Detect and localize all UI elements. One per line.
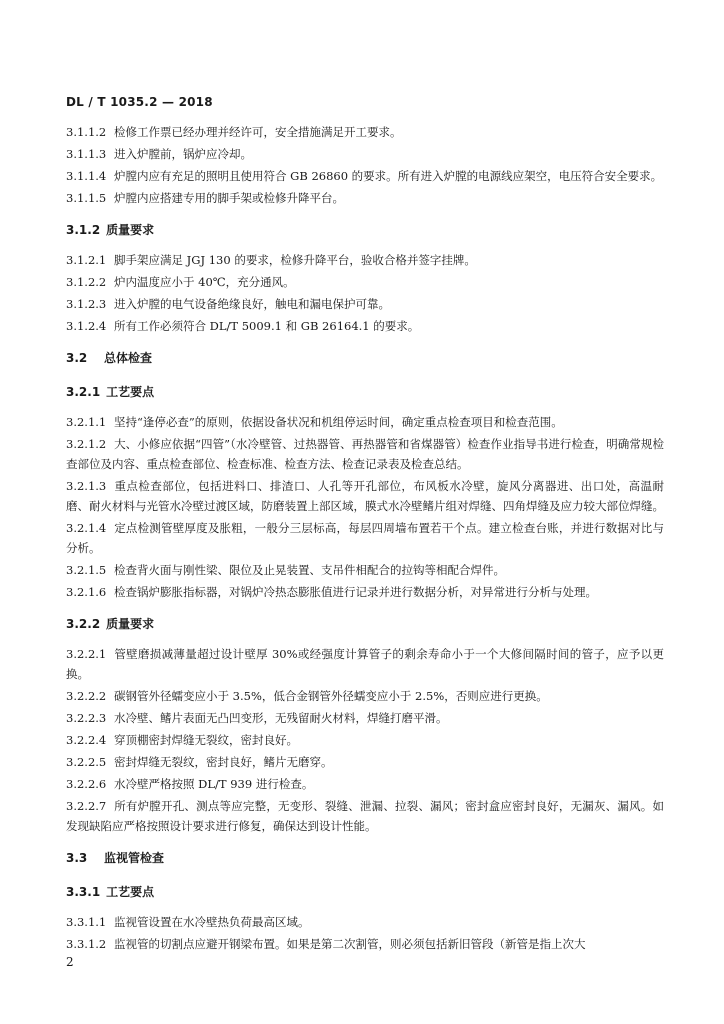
section-heading-3-3-1: 3.3.1 工艺要点 bbox=[66, 885, 155, 899]
paragraph-3-1-2-4: 3.1.2.4 所有工作必须符合 DL/T 5009.1 和 GB 26164.1 的要求。 bbox=[66, 319, 420, 333]
paragraph-3-2-2-5: 3.2.2.5 密封焊缝无裂纹，密封良好，鳍片无磨穿。 bbox=[66, 755, 333, 769]
paragraph-3-2-1-3: 3.2.1.3 重点检查部位，包括进料口、排渣口、人孔等开孔部位，布风板水冷壁，旋风分离器进、出口处，高温耐磨、耐火材料与光管水冷壁过渡区域，防磨装置上部区域，膜式水冷壁鳍片组对焊缝、四角焊缝及应力较大部位焊缝。 bbox=[66, 479, 664, 513]
section-heading-3-1-2: 3.1.2 质量要求 bbox=[66, 223, 155, 237]
paragraph-3-1-1-2: 3.1.1.2 检修工作票已经办理并经许可，安全措施满足开工要求。 bbox=[66, 125, 402, 139]
paragraph-3-2-2-2: 3.2.2.2 碳钢管外径蠕变应小于 3.5%，低合金钢管外径蠕变应小于 2.5%，否则应进行更换。 bbox=[66, 689, 548, 703]
paragraph-3-2-2-1: 3.2.2.1 管壁磨损减薄量超过设计壁厚 30%或经强度计算管子的剩余寿命小于一个大修间隔时间的管子，应予以更换。 bbox=[66, 647, 664, 681]
paragraph-3-2-1-1: 3.2.1.1 坚持“逢停必查”的原则，依据设备状况和机组停运时间，确定重点检查项目和检查范围。 bbox=[66, 415, 563, 429]
paragraph-3-1-1-3: 3.1.1.3 进入炉膛前，锅炉应冷却。 bbox=[66, 147, 252, 161]
paragraph-3-2-1-2: 3.2.1.2 大、小修应依据“四管”（水冷壁管、过热器管、再热器管和省煤器管）检查作业指导书进行检查，明确常规检查部位及内容、重点检查部位、检查标准、检查方法、检查记录表及检查总结。 bbox=[66, 437, 664, 471]
document-header: DL / T 1035.2 — 2018 bbox=[66, 95, 213, 109]
paragraph-3-2-1-6: 3.2.1.6 检查锅炉膨胀指标器，对锅炉冷热态膨胀值进行记录并进行数据分析，对异常进行分析与处理。 bbox=[66, 585, 597, 599]
paragraph-3-1-1-5: 3.1.1.5 炉膛内应搭建专用的脚手架或检修升降平台。 bbox=[66, 191, 344, 205]
paragraph-3-1-2-2: 3.1.2.2 炉内温度应小于 40℃，充分通风。 bbox=[66, 275, 295, 289]
paragraph-3-2-1-5: 3.2.1.5 检查背火面与刚性梁、限位及止晃装置、支吊件相配合的拉钩等相配合焊件。 bbox=[66, 563, 505, 577]
section-heading-3-2-1: 3.2.1 工艺要点 bbox=[66, 385, 155, 399]
paragraph-3-2-2-7: 3.2.2.7 所有炉膛开孔、测点等应完整，无变形、裂缝、泄漏、拉裂、漏风；密封盒应密封良好，无漏灰、漏风。如发现缺陷应严格按照设计要求进行修复，确保达到设计性能。 bbox=[66, 799, 664, 833]
paragraph-3-3-1-1: 3.3.1.1 监视管设置在水冷壁热负荷最高区域。 bbox=[66, 915, 310, 929]
section-heading-3-2-2: 3.2.2 质量要求 bbox=[66, 617, 155, 631]
section-heading-3-2: 3.2 总体检查 bbox=[66, 351, 153, 365]
paragraph-3-2-1-4: 3.2.1.4 定点检测管壁厚度及胀粗，一般分三层标高，每层四周墙布置若干个点。建立检查台账，并进行数据对比与分析。 bbox=[66, 521, 664, 555]
paragraph-3-1-2-1: 3.1.2.1 脚手架应满足 JGJ 130 的要求，检修升降平台，验收合格并签字挂牌。 bbox=[66, 253, 476, 267]
paragraph-3-3-1-2: 3.3.1.2 监视管的切割点应避开钢梁布置。如果是第二次割管，则必须包括新旧管段（新管是指上次大 bbox=[66, 937, 586, 951]
page-number: 2 bbox=[66, 955, 74, 969]
section-heading-3-3: 3.3 监视管检查 bbox=[66, 851, 165, 865]
paragraph-3-1-2-3: 3.1.2.3 进入炉膛的电气设备绝缘良好，触电和漏电保护可靠。 bbox=[66, 297, 390, 311]
paragraph-3-1-1-4: 3.1.1.4 炉膛内应有充足的照明且使用符合 GB 26860 的要求。所有进入炉膛的电源线应架空，电压符合安全要求。 bbox=[66, 169, 663, 183]
paragraph-3-2-2-4: 3.2.2.4 穿顶棚密封焊缝无裂纹，密封良好。 bbox=[66, 733, 298, 747]
paragraph-3-2-2-6: 3.2.2.6 水冷壁严格按照 DL/T 939 进行检查。 bbox=[66, 777, 314, 791]
paragraph-3-2-2-3: 3.2.2.3 水冷壁、鳍片表面无凸凹变形，无残留耐火材料，焊缝打磨平滑。 bbox=[66, 711, 448, 725]
document-body bbox=[66, 122, 664, 956]
